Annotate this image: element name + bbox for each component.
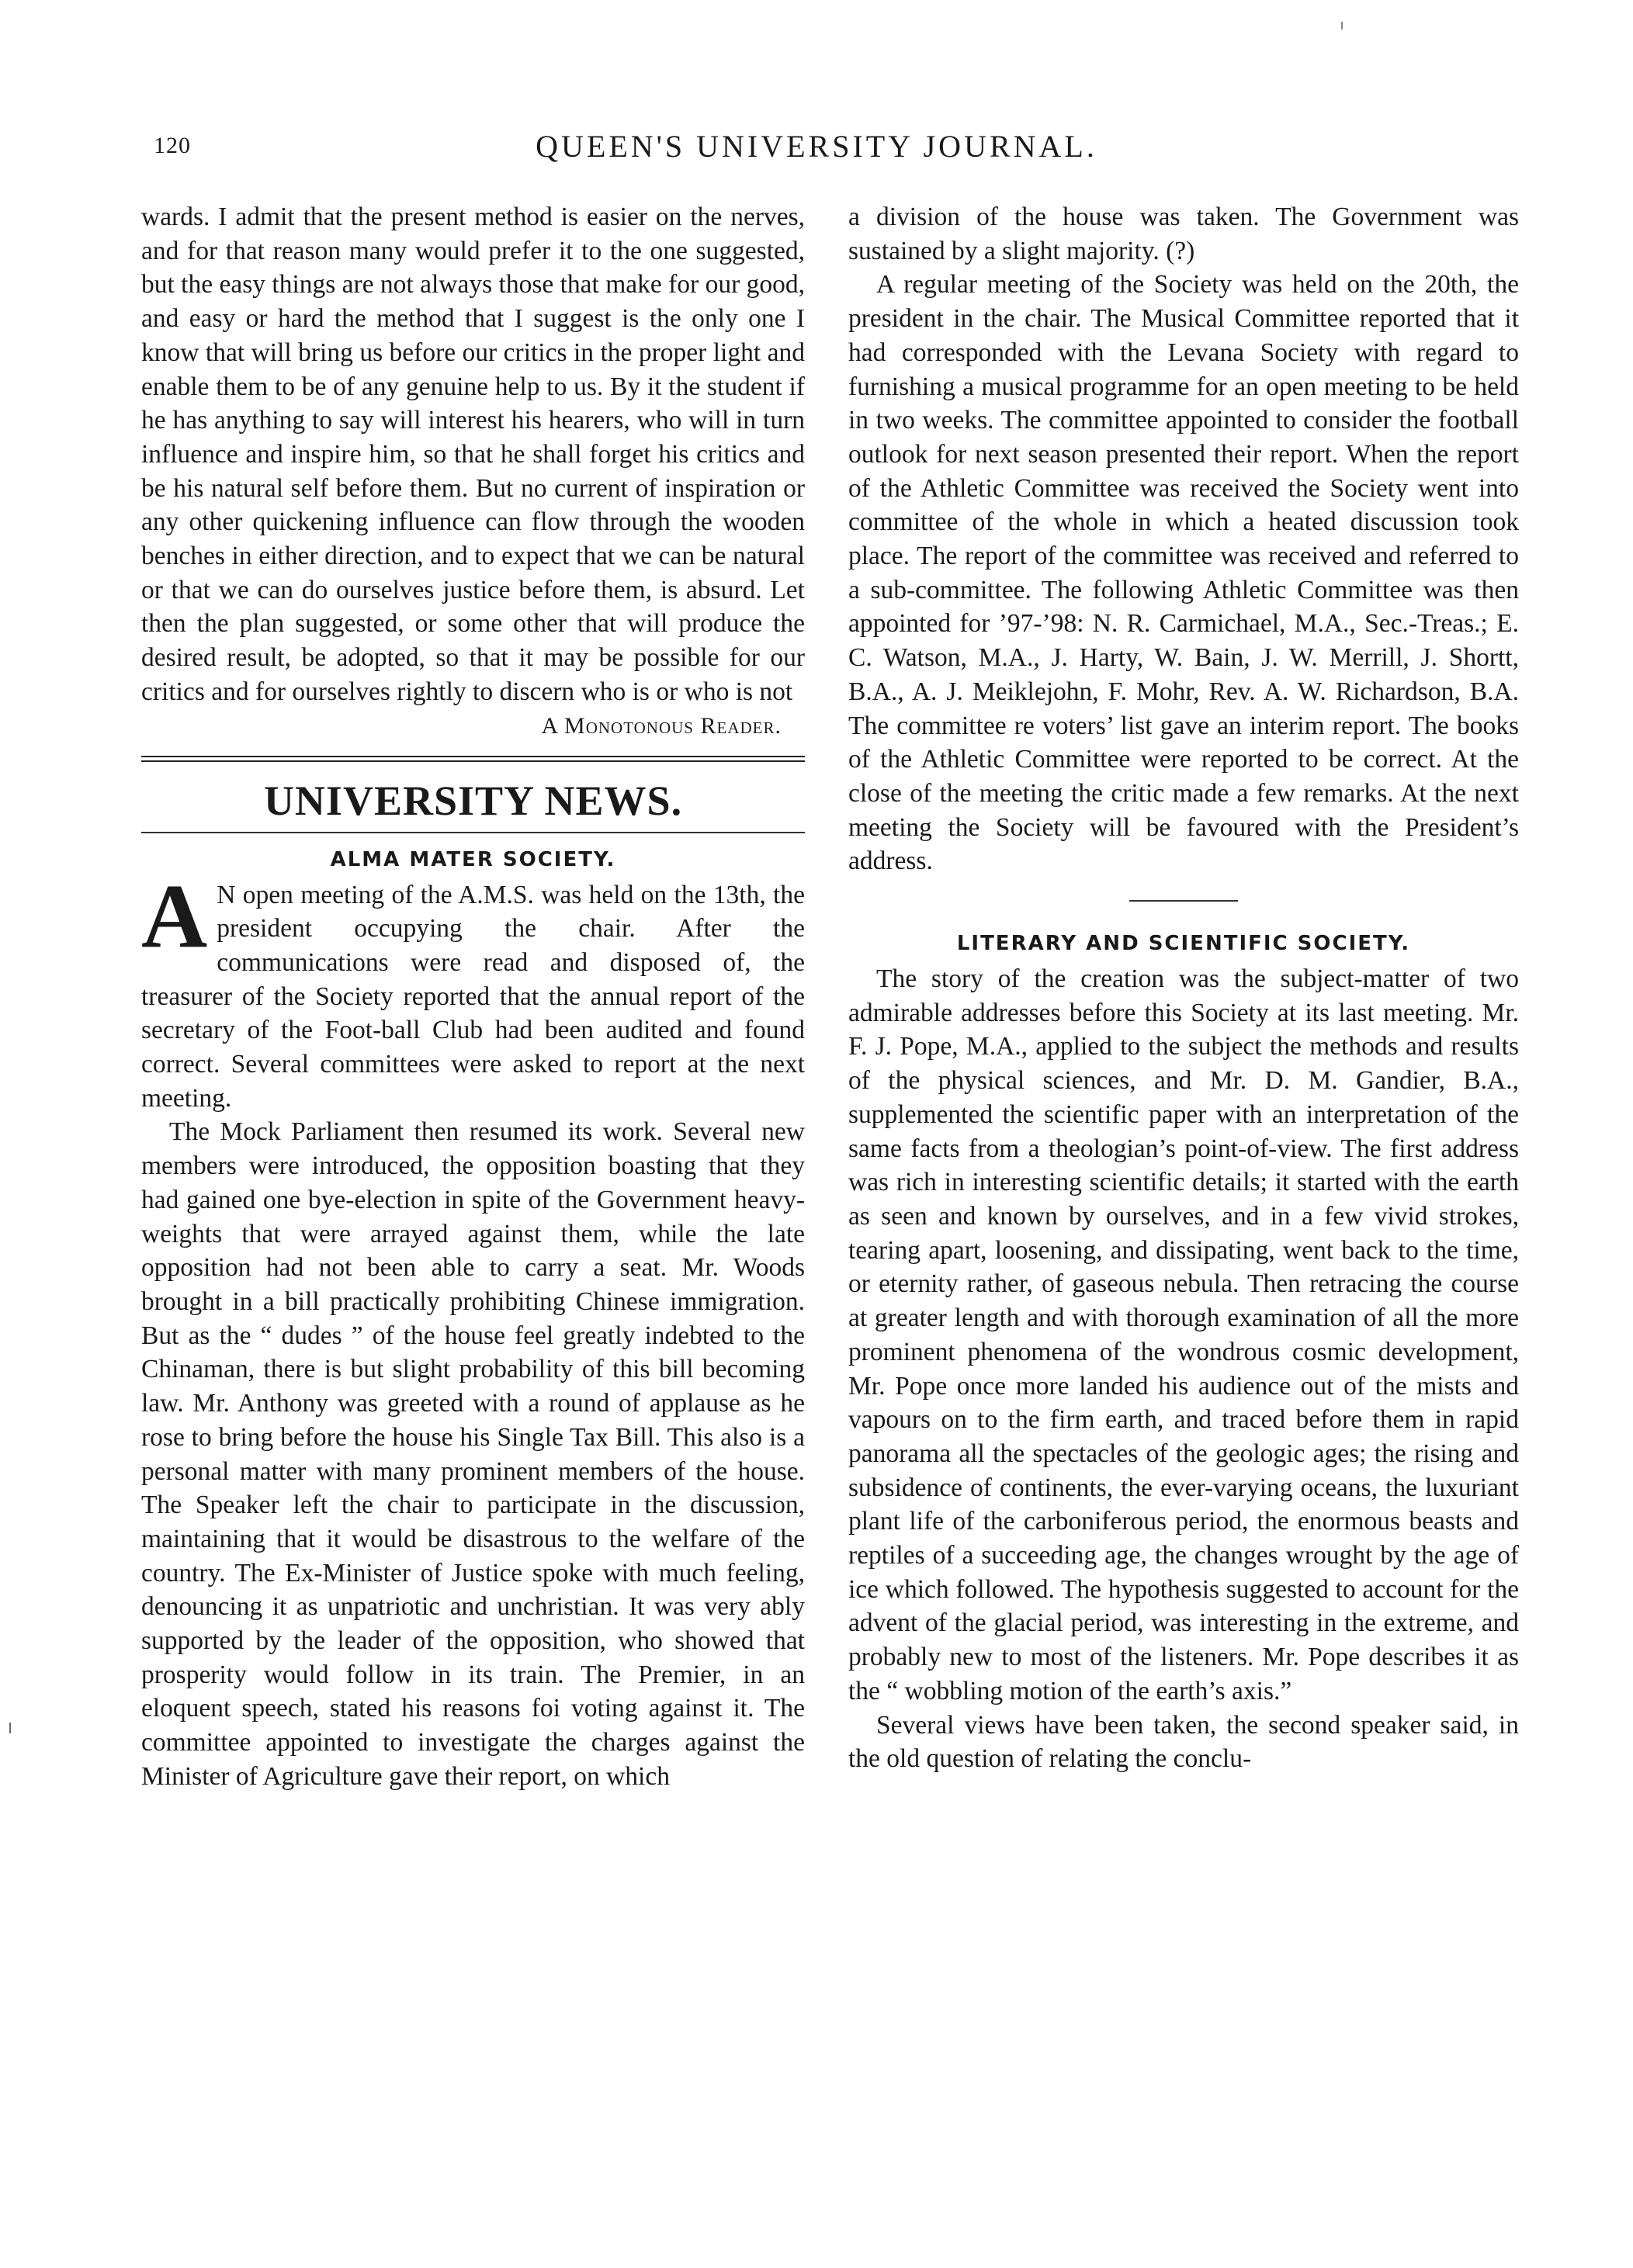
stray-ink-mark (9, 1723, 11, 1733)
page-number: 120 (154, 133, 191, 158)
right-column (848, 200, 1519, 1776)
ams-paragraph-1 (141, 864, 805, 1116)
lss-subhead: LITERARY AND SCIENTIFIC SOCIETY. (956, 932, 1411, 956)
ams-paragraph-2: The Mock Parliament then resumed its work. Several new members were introduced, the opposition boasting that they had gained one bye-election in spite of the Government heavy-weights that were arrayed against them, while the late opposition had not been able to carry a seat. Mr. Woods brought in a bill practically prohibiting Chinese immigration. But as the “ dudes ” of the house feel greatly indebted to the Chinaman, there is but slight probability of this bill becoming law. Mr. Anthony was greeted with a round of applause as he rose to bring before the house his Single Tax Bill. This also is a personal matter with many prominent members of the house. The Speaker left the chair to participate in the discussion, maintaining that it would be disastrous to the welfare of the country. The Ex-Minister of Justice spoke with much feeling, denouncing it as unpatriotic and unchristian. It was very ably supported by the leader of the opposition, who showed that prosperity would follow in its train. The Premier, in an eloquent speech, stated his reasons foi voting against it. The committee appointed to investigate the charges against the Minister of Agriculture gave their report, on which (141, 1117, 805, 1791)
section-title: UNIVERSITY NEWS. (263, 777, 683, 824)
running-head (0, 128, 1633, 175)
section-divider-short (1129, 900, 1238, 902)
ams-paragraph-1-text: N open meeting of the A.M.S. was held on the 13th, the president occupying the chair. After the communications were read and disposed of, the treasurer of the Society reported that the annual report of the secretary of the Foot-ball Club had been audited and found correct. Several committees were asked to report at the next meeting. (141, 880, 805, 1113)
ams-subhead: ALMA MATER SOCIETY. (330, 847, 616, 871)
lss-paragraph-2: Several views have been taken, the second speaker said, in the old question of relating the conclu- (848, 1710, 1519, 1774)
stray-ink-mark (1341, 22, 1343, 29)
section-divider (141, 756, 805, 762)
letter-signature: A Monotonous Reader. (541, 712, 782, 739)
journal-title: QUEEN'S UNIVERSITY JOURNAL. (536, 129, 1097, 164)
ams-paragraph-3: a division of the house was taken. The Government was sustained by a slight majority. (?) (848, 203, 1519, 265)
left-column (141, 200, 805, 1794)
lss-paragraph-1: The story of the creation was the subject-matter of two admirable addresses before this Society at its last meeting. Mr. F. J. Pope, M.A., applied to the subject the methods and results of the physical sciences, and Mr. D. M. Gandier, B.A., supplemented the scientific paper with an interpretation of the same facts from a theologian’s point-of-view. The first address was rich in interesting scientific details; it started with the earth as seen and known by ourselves, and in a few vivid strokes, tearing apart, loosening, and dissipating, went back to the time, or eternity rather, of gaseous nebula. Then retracing the course at greater length and with thorough examination of all the more prominent phenomena of the wondrous cosmic development, Mr. Pope once more landed his audience out of the mists and vapours on to the firm earth, and traced before them in rapid panorama all the spectacles of the geologic ages; the rising and subsidence of continents, the ever-varying oceans, the luxuriant plant life of the carboniferous period, the enormous beasts and reptiles of a succeeding age, the changes wrought by the age of ice which followed. The hypothesis suggested to account for the advent of the glacial period, was interesting in the extreme, and probably new to most of the listeners. Mr. Pope describes it as the “ wobbling motion of the earth’s axis.” (848, 964, 1519, 1705)
letter-paragraph: wards. I admit that the present method is easier on the nerves, and for that reason many would prefer it to the one suggested, but the easy things are not always those that make for our good, and easy or hard the method that I suggest is the only one I know that will bring us before our critics in the proper light and enable them to be of any genuine help to us. By it the student if he has anything to say will interest his hearers, who will in turn influence and inspire him, so that he shall forget his critics and be his natural self before them. But no current of inspiration or any other quickening influence can flow through the wooden benches in either direction, and to expect that we can be natural or that we can do ourselves justice before them, is absurd. Let then the plan suggested, or some other that will produce the desired result, be adopted, so that it may be possible for our critics and for ourselves rightly to discern who is or who is not (141, 203, 805, 706)
title-underline (141, 832, 805, 833)
ams-paragraph-4: A regular meeting of the Society was held on the 20th, the president in the chair. The Musical Committee reported that it had corresponded with the Levana Society with regard to furnishing a musical programme for an open meeting to be held in two weeks. The committee appointed to consider the football outlook for next season presented their report. When the report of the Athletic Committee was received the Society went into committee of the whole in which a heated discussion took place. The report of the committee was received and referred to a sub-committee. The following Athletic Committee was then appointed for ’97-’98: N. R. Carmichael, M.A., Sec.-Treas.; E. C. Watson, M.A., J. Harty, W. Bain, J. W. Merrill, J. Shortt, B.A., A. J. Meiklejohn, F. Mohr, Rev. A. W. Richardson, B.A. The committee re voters’ list gave an interim report. The books of the Athletic Committee were reported to be correct. At the close of the meeting the critic made a few remarks. At the next meeting the Society will be favoured with the President’s address. (848, 270, 1519, 876)
drop-cap: A (141, 864, 208, 967)
